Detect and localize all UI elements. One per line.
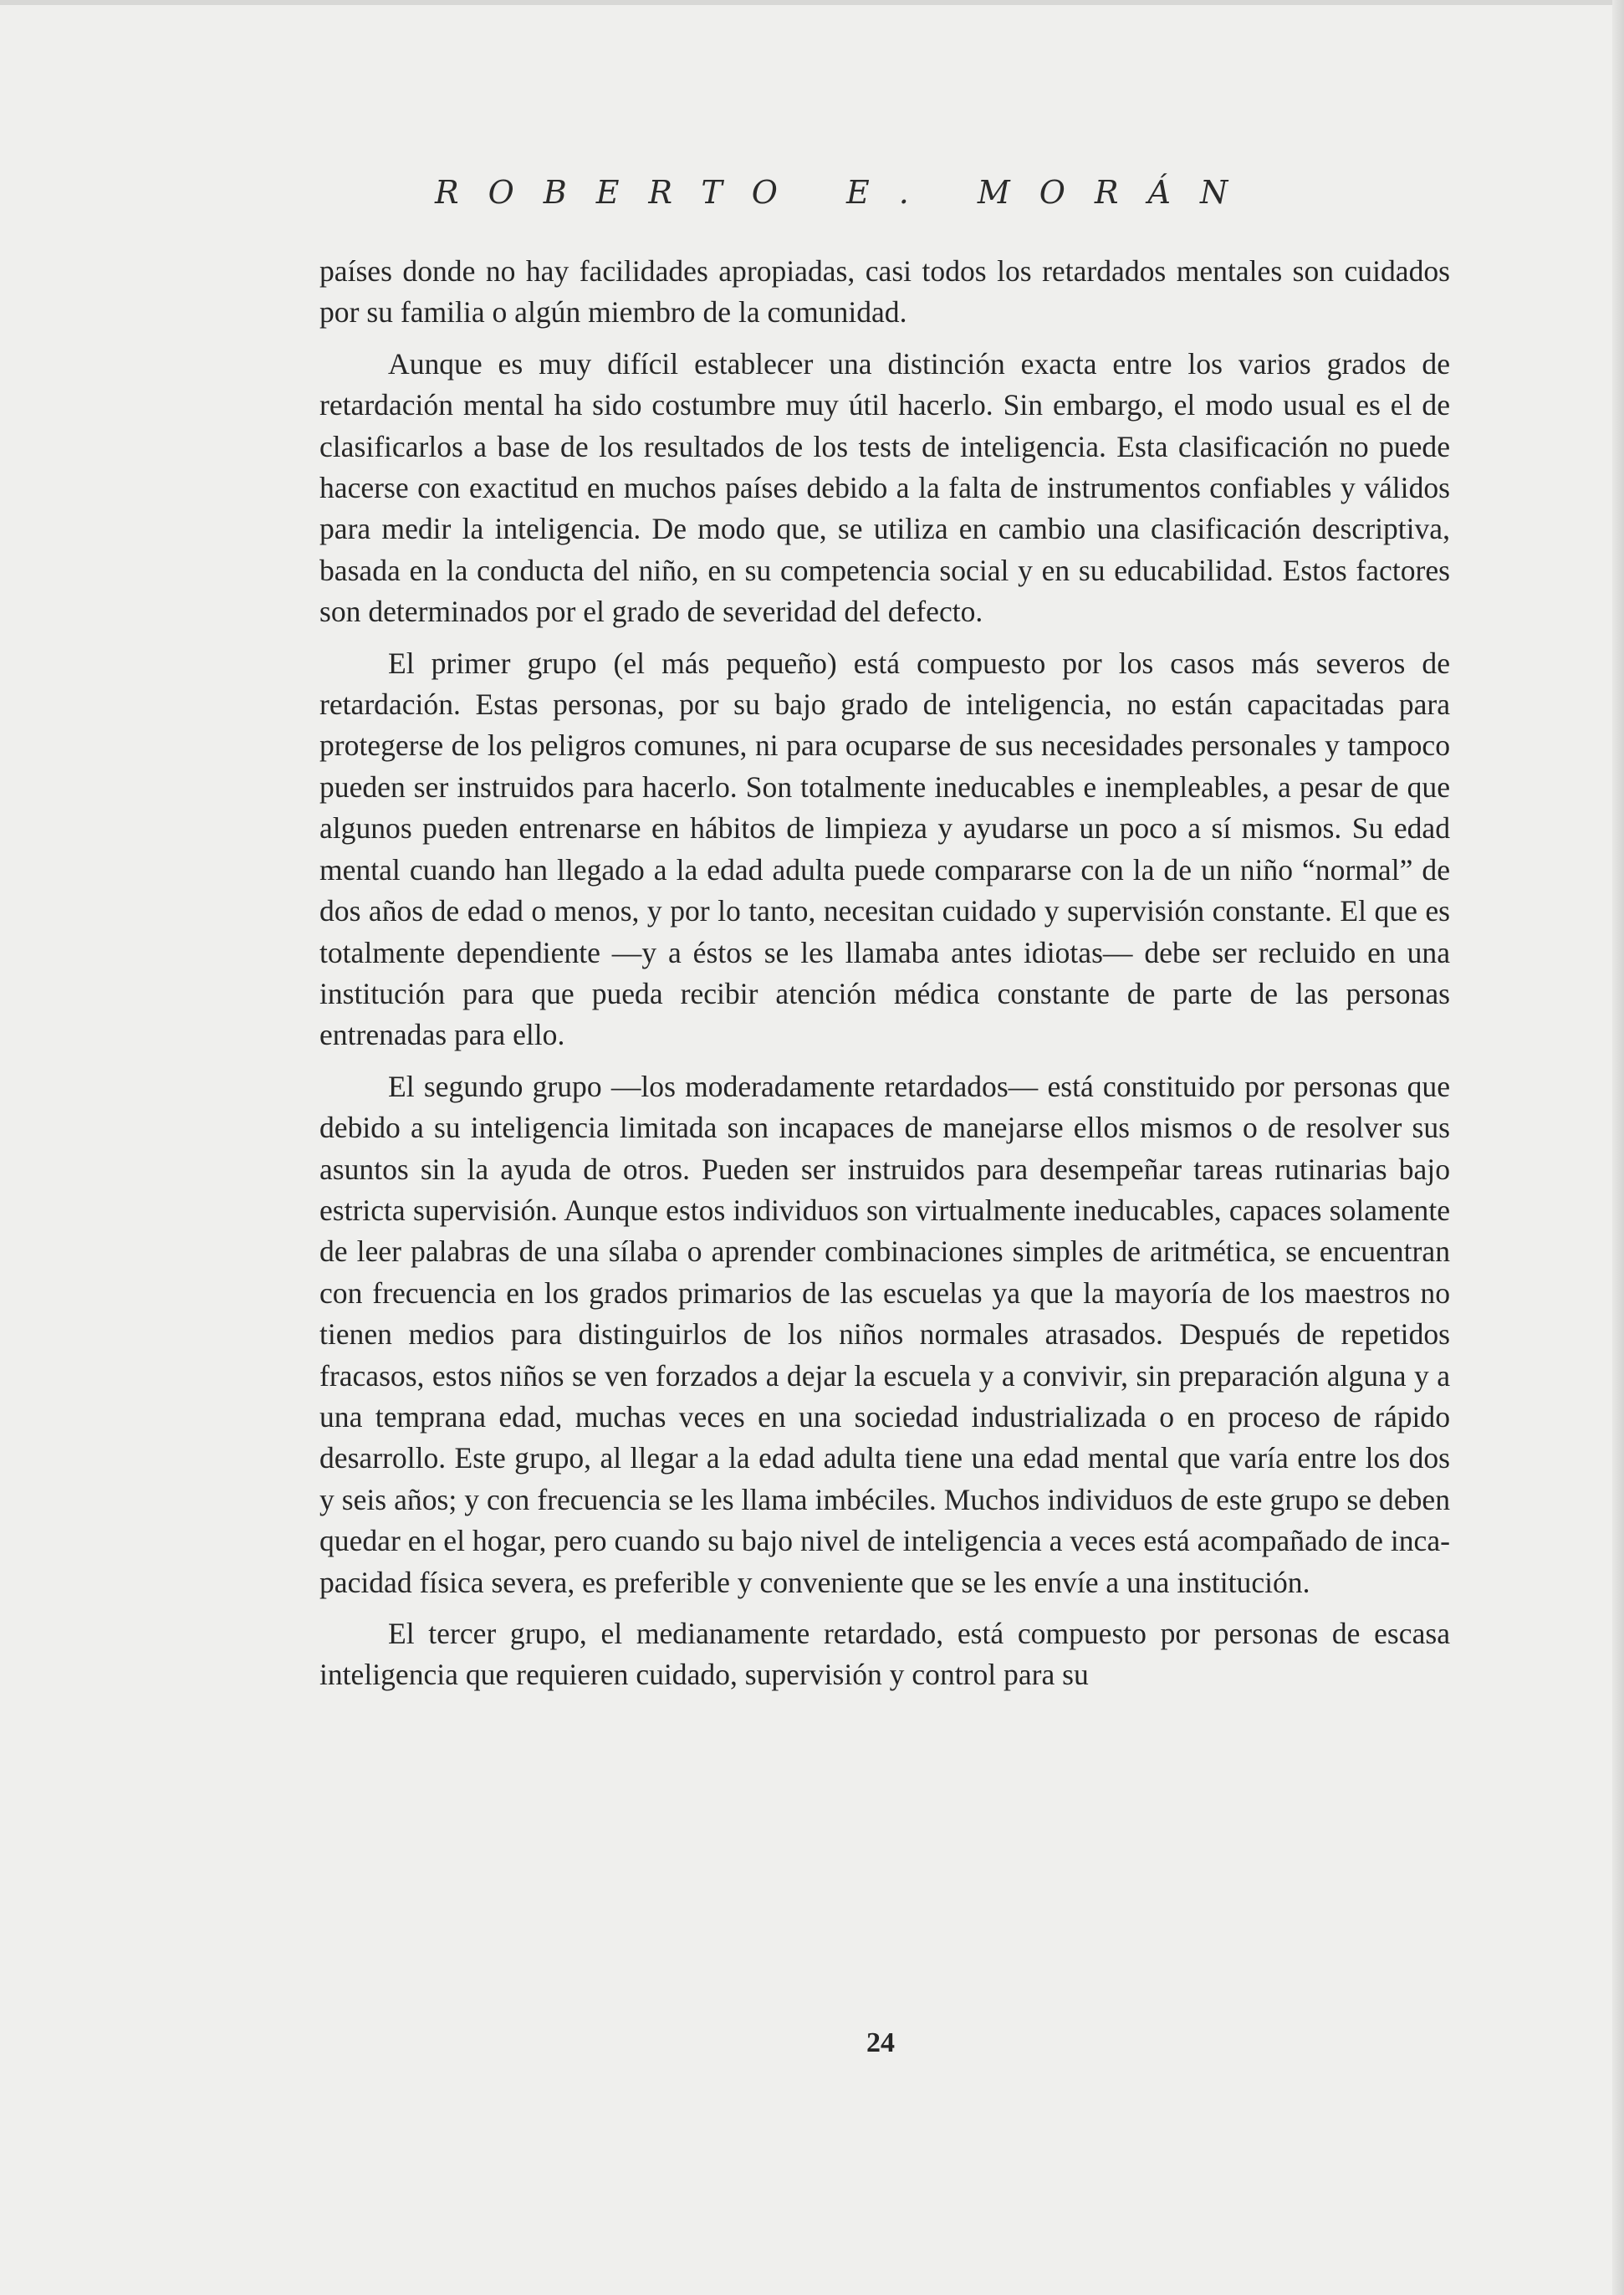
body-text bbox=[319, 251, 1450, 1706]
page-number: 24 bbox=[866, 2027, 895, 2058]
paragraph-first-group: El primer grupo (el más pequeño) está compuesto por los casos más severos de retardación. Estas personas, por su bajo grado de inteligencia, no están capacitadas para protegerse de los peligros comunes, ni para ocuparse de sus necesidades personales y tampoco pueden ser instruidos para hacerlo. Son totalmente ineducables e inempleables, a pesar de que algunos pueden entrenarse en hábitos de limpieza y ayudarse un poco a sí mismos. Su edad mental cuando han llegado a la edad adulta puede compararse con la de un niño “normal” de dos años de edad o menos, y por lo tanto, necesitan cuidado y supervisión constante. El que es totalmente dependiente —y a éstos se les llamaba antes idiotas— debe ser recluido en una institución para que pueda recibir atención médica constante de parte de las personas entrenadas para ello. bbox=[319, 646, 1450, 1052]
running-head: ROBERTO E. MORÁN bbox=[435, 174, 1258, 211]
paragraph-third-group: El tercer grupo, el medianamente retardado, está compuesto por personas de escasa inteligencia que requieren cuidado, supervisión y control para su bbox=[319, 1617, 1450, 1692]
paragraph-continuation: países donde no hay facilidades apropiadas, casi todos los retardados mentales son cuidados por su familia o algún miembro de la comunidad. bbox=[319, 254, 1450, 330]
paragraph-classification: Aunque es muy difícil establecer una distinción exacta entre los varios grados de retardación mental ha sido costumbre muy útil hacerlo. Sin embargo, el modo usual es el de clasificarlos a base de los resultados de los tests de inteligencia. Esta clasificación no puede hacerse con exactitud en muchos países debido a la falta de instrumentos confiables y válidos para medir la inteligencia. De modo que, se utiliza en cambio una clasificación descriptiva, basada en la conducta del niño, en su competencia social y en su educabilidad. Estos factores son determinados por el grado de severidad del defecto. bbox=[319, 346, 1450, 629]
paragraph-second-group: El segundo grupo —los moderadamente retardados— está constituido por personas que debido a su inteligencia limitada son incapaces de manejarse ellos mismos o de resolver sus asuntos sin la ayuda de otros. Pueden ser instruidos para desempeñar tareas rutinarias bajo estricta supervisión. Aunque estos individuos son virtualmente ineducables, capaces solamente de leer palabras de una sílaba o aprender combinaciones simples de aritmética, se encuentran con frecuencia en los grados primarios de las escuelas ya que la mayoría de los maestros no tienen medios para distinguirlos de los niños normales atrasados. Después de repetidos fracasos, estos niños se ven forzados a dejar la escuela y a convivir, sin preparación alguna y a una temprana edad, muchas veces en una sociedad industrializada o en proceso de rápido desarrollo. Este grupo, al llegar a la edad adulta tiene una edad mental que varía entre los dos y seis años; y con frecuencia se les llama imbéciles. Muchos individuos de este grupo se deben quedar en el hogar, pero cuando su bajo nivel de inteligencia a veces está acompañado de incapacidad física severa, es preferible y conveniente que se les envíe a una institución. bbox=[319, 1069, 1450, 1599]
